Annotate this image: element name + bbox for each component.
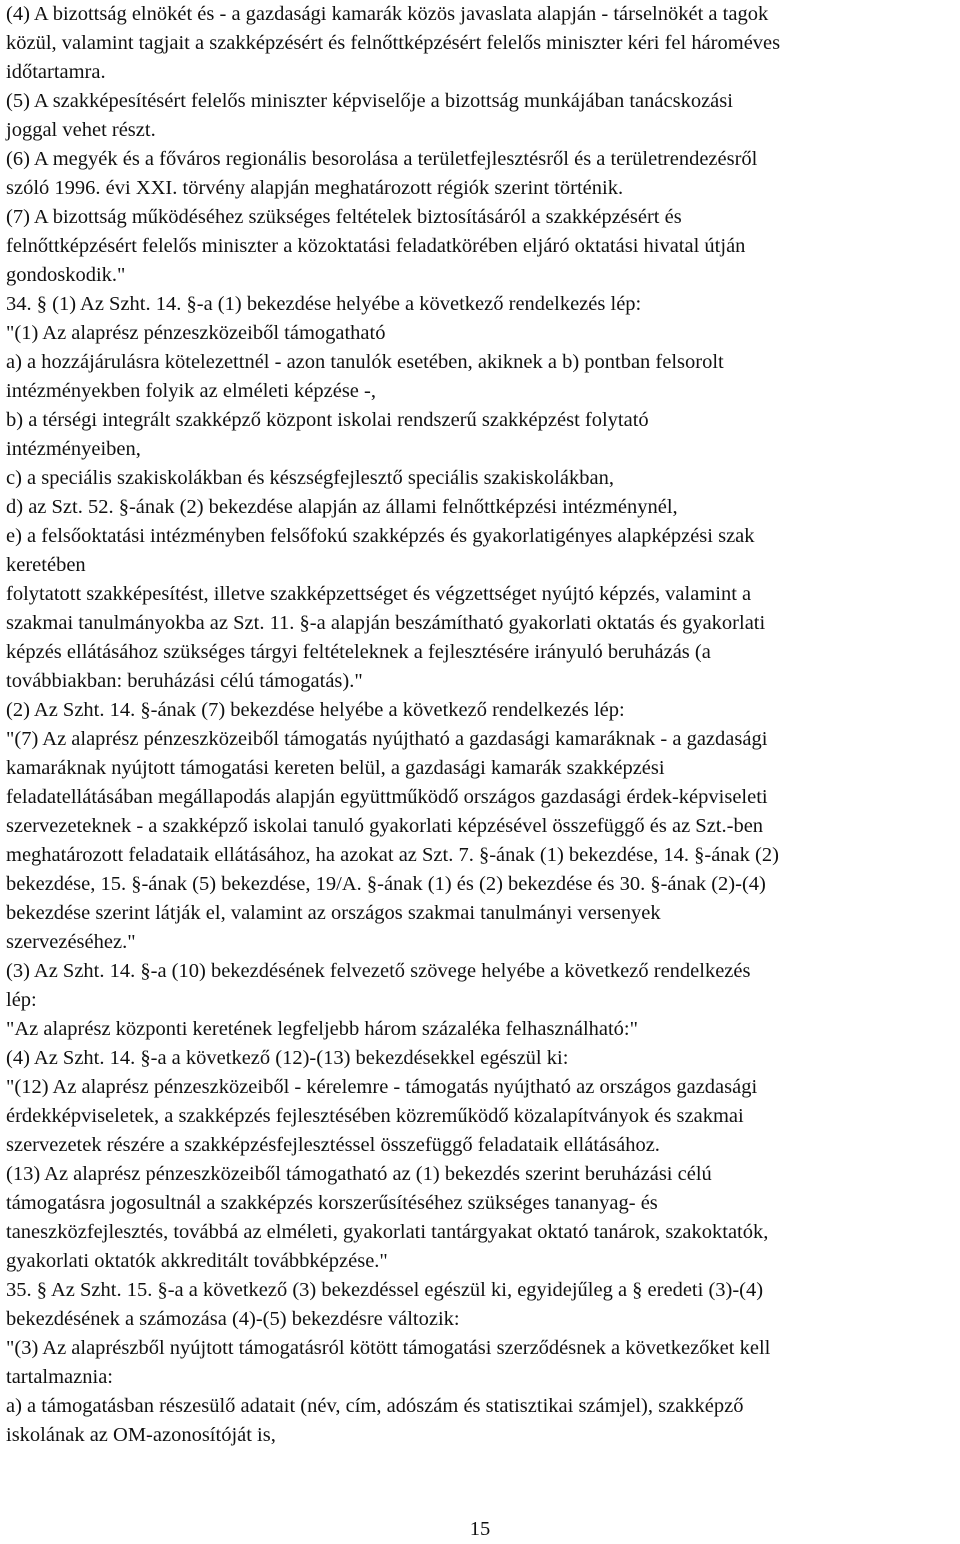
document-body xyxy=(6,0,956,1450)
text-line: tartalmaznia: xyxy=(6,1366,113,1388)
text-line: taneszközfejlesztés, továbbá az elméleti, gyakorlati tantárgyakat oktató tanárok, szakoktatók, xyxy=(6,1221,769,1243)
text-line: (2) Az Szht. 14. §-ának (7) bekezdése helyébe a következő rendelkezés lép: xyxy=(6,699,625,721)
text-line: intézményeiben, xyxy=(6,438,141,460)
text-line: (4) A bizottság elnökét és - a gazdasági kamarák közös javaslata alapján - társelnökét a tagok xyxy=(6,3,769,25)
text-line: továbbiakban: beruházási célú támogatás)." xyxy=(6,670,363,692)
text-line: (7) A bizottság működéséhez szükséges feltételek biztosításáról a szakképzésért és xyxy=(6,206,682,228)
text-line: szóló 1996. évi XXI. törvény alapján meghatározott régiók szerint történik. xyxy=(6,177,624,199)
text-line: kamaráknak nyújtott támogatási kereten belül, a gazdasági kamarák szakképzési xyxy=(6,757,665,779)
text-line: joggal vehet részt. xyxy=(6,119,156,141)
text-line: intézményekben folyik az elméleti képzése -, xyxy=(6,380,376,402)
text-line: iskolának az OM-azonosítóját is, xyxy=(6,1424,276,1446)
text-line: szakmai tanulmányokba az Szt. 11. §-a alapján beszámítható gyakorlati oktatás és gyakorlati xyxy=(6,612,766,634)
text-line: folytatott szakképesítést, illetve szakképzettséget és végzettséget nyújtó képzés, valamint a xyxy=(6,583,752,605)
text-line: támogatásra jogosultnál a szakképzés korszerűsítéséhez szükséges tananyag- és xyxy=(6,1192,658,1214)
text-line: 34. § (1) Az Szht. 14. §-a (1) bekezdése helyébe a következő rendelkezés lép: xyxy=(6,293,642,315)
text-line: bekezdése szerint látják el, valamint az országos szakmai tanulmányi versenyek xyxy=(6,902,661,924)
text-line: érdekképviseletek, a szakképzés fejlesztésében közreműködő közalapítványok és szakmai xyxy=(6,1105,744,1127)
text-line: "(7) Az alaprész pénzeszközeiből támogatás nyújtható a gazdasági kamaráknak - a gazdasági xyxy=(6,728,768,750)
text-line: szervezeteknek - a szakképző iskolai tanuló gyakorlati képzésével összefüggő és az Szt.-ben xyxy=(6,815,764,837)
text-line: szervezetek részére a szakképzésfejlesztéssel összefüggő feladataik ellátásához. xyxy=(6,1134,660,1156)
text-line: időtartamra. xyxy=(6,61,106,83)
text-line: 35. § Az Szht. 15. §-a a következő (3) bekezdéssel egészül ki, egyidejűleg a § eredeti (3)-(4) xyxy=(6,1279,764,1301)
text-line: képzés ellátásához szükséges tárgyi feltételeknek a fejlesztésére irányuló beruházás (a xyxy=(6,641,711,663)
text-line: szervezéséhez." xyxy=(6,931,136,953)
text-line: (13) Az alaprész pénzeszközeiből támogatható az (1) bekezdés szerint beruházási célú xyxy=(6,1163,712,1185)
text-line: a) a hozzájárulásra kötelezettnél - azon tanulók esetében, akiknek a b) pontban felsorolt xyxy=(6,351,724,373)
text-line: bekezdésének a számozása (4)-(5) bekezdésre változik: xyxy=(6,1308,460,1330)
text-line: közül, valamint tagjait a szakképzésért és felnőttképzésért felelős miniszter kéri fel hároméves xyxy=(6,32,781,54)
text-line: "(12) Az alaprész pénzeszközeiből - kérelemre - támogatás nyújtható az országos gazdasági xyxy=(6,1076,758,1098)
text-line: keretében xyxy=(6,554,86,576)
text-line: meghatározott feladataik ellátásához, ha azokat az Szt. 7. §-ának (1) bekezdése, 14. §-ának (2) xyxy=(6,844,779,866)
text-line: e) a felsőoktatási intézményben felsőfokú szakképzés és gyakorlatigényes alapképzési szak xyxy=(6,525,755,547)
text-line: a) a támogatásban részesülő adatait (név, cím, adószám és statisztikai számjel), szakképző xyxy=(6,1395,744,1417)
text-line: (4) Az Szht. 14. §-a a következő (12)-(13) bekezdésekkel egészül ki: xyxy=(6,1047,569,1069)
text-line: (6) A megyék és a főváros regionális besorolása a területfejlesztésről és a területrendezésről xyxy=(6,148,758,170)
text-line: gyakorlati oktatók akkreditált továbbképzése." xyxy=(6,1250,388,1272)
text-line: d) az Szt. 52. §-ának (2) bekezdése alapján az állami felnőttképzési intézménynél, xyxy=(6,496,678,518)
text-line: "(1) Az alaprész pénzeszközeiből támogatható xyxy=(6,322,386,344)
text-line: bekezdése, 15. §-ának (5) bekezdése, 19/A. §-ának (1) és (2) bekezdése és 30. §-ának (2)-(4) xyxy=(6,873,766,895)
text-line: (5) A szakképesítésért felelős miniszter képviselője a bizottság munkájában tanácskozási xyxy=(6,90,733,112)
text-line: feladatellátásában megállapodás alapján együttműködő országos gazdasági érdek-képviseleti xyxy=(6,786,768,808)
text-line: (3) Az Szht. 14. §-a (10) bekezdésének felvezető szövege helyébe a következő rendelkezés xyxy=(6,960,751,982)
text-line: felnőttképzésért felelős miniszter a közoktatási feladatkörében eljáró oktatási hivatal útján xyxy=(6,235,746,257)
text-line: "Az alaprész központi keretének legfeljebb három százaléka felhasználható:" xyxy=(6,1018,638,1040)
text-line: gondoskodik." xyxy=(6,264,126,286)
text-line: "(3) Az alaprészből nyújtott támogatásról kötött támogatási szerződésnek a következőket kell xyxy=(6,1337,771,1359)
text-line: c) a speciális szakiskolákban és készségfejlesztő speciális szakiskolákban, xyxy=(6,467,614,489)
page-number: 15 xyxy=(469,1518,491,1540)
text-line: lép: xyxy=(6,989,37,1011)
text-line: b) a térségi integrált szakképző központ iskolai rendszerű szakképzést folytató xyxy=(6,409,649,431)
